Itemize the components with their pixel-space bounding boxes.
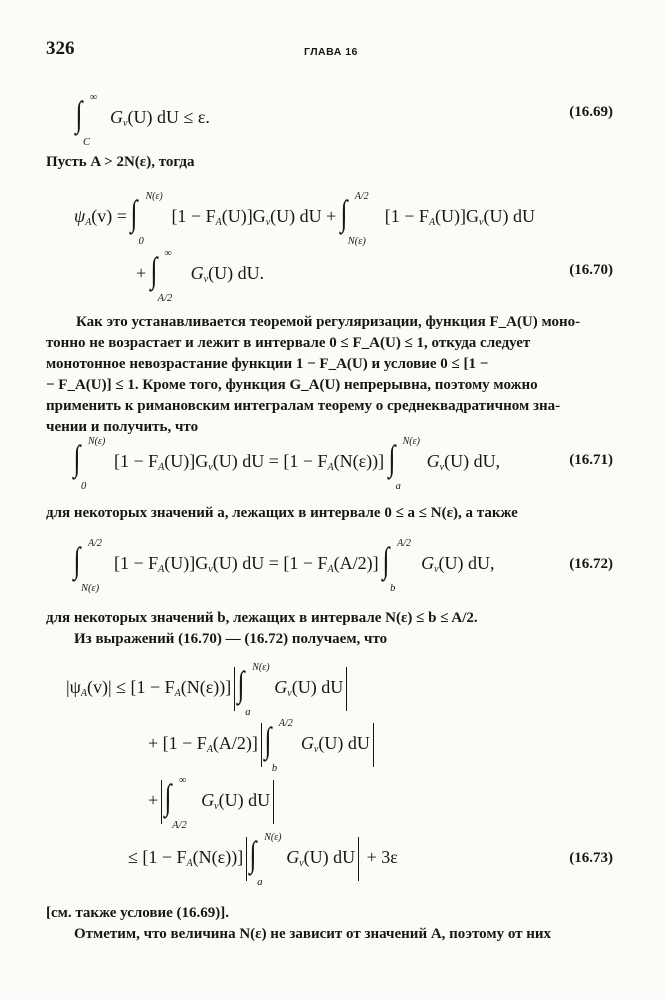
text-interval-a: для некоторых значений a, лежащих в интервале 0 ≤ a ≤ N(ε), а также — [46, 505, 518, 521]
page-number: 326 — [46, 38, 75, 59]
integral-sign: ∫ ∞ C — [75, 92, 98, 148]
text-interval-b: для некоторых значений b, лежащих в интервале N(ε) ≤ b ≤ A/2. — [46, 610, 478, 626]
text-from-expressions: Из выражений (16.70) — (16.72) получаем, что — [74, 631, 388, 647]
equation-number-16-70: (16.70) — [569, 262, 613, 278]
equation-16-73-row4: ≤ $[1 - F_A(N(\varepsilon))]$ ∫ N(ε) a $G_v(U)$ dU + 3ε — [128, 832, 398, 888]
paragraph-regularization — [46, 312, 616, 438]
equation-16-73-row1: $|\psi_A(v)| \le [1 - F_A(N(\varepsilon))]$ ∫ N(ε) a $G_v(U)$ dU — [66, 664, 350, 714]
equation-number-16-73: (16.73) — [569, 850, 613, 866]
running-head: ГЛАВА 16 — [304, 46, 358, 58]
equation-number-16-69: (16.69) — [569, 104, 613, 120]
para-line: монотонное невозрастание функции 1 − F_A(U) и условие 0 ≤ [1 − — [46, 356, 489, 372]
para-line: − F_A(U)] ≤ 1. Кроме того, функция G_A(U) непрерывна, поэтому можно — [46, 377, 538, 393]
para-line: применить к римановским интегралам теорему о среднеквадратичном зна- — [46, 398, 561, 414]
equation-number-16-72: (16.72) — [569, 556, 613, 572]
equation-16-70-line1: $\psi_A(v)$ = ∫ N(ε) 0 $[1 - F_A(U)]G_v(U)$ dU + ∫ A/2 N(ε) $[1 - F_A(U)]G_v(U)$ dU — [74, 191, 535, 247]
equation-16-70-line2: + ∫ ∞ A/2 $G_v(U)$ dU. — [136, 248, 265, 304]
para-line: чении и получить, что — [46, 419, 199, 435]
equation-16-72: ∫ A/2 N(ε) $[1 - F_A(U)]G_v(U)$ dU = $[1 - F_A(A/2)]$ ∫ A/2 b $G_v(U)$ dU, — [73, 538, 495, 594]
text-see-also: [см. также условие (16.69)]. — [46, 905, 230, 921]
text-note: Отметим, что величина N(ε) не зависит от значений A, поэтому от них — [74, 926, 552, 942]
para-line: тонно не возрастает и лежит в интервале 0 ≤ F_A(U) ≤ 1, откуда следует — [46, 335, 531, 351]
equation-16-69: ∫ ∞ C $G_v(U)$ dU ≤ ε. — [75, 92, 210, 148]
equation-16-73-row3: + ∫ ∞ A/2 $G_v(U)$ dU — [148, 777, 277, 827]
para-line: Как это устанавливается теоремой регуляризации, функция F_A(U) моно- — [76, 314, 581, 330]
equation-number-16-71: (16.71) — [569, 452, 613, 468]
equation-16-73-row2: + $[1 - F_A(A/2)]$ ∫ A/2 b $G_v(U)$ dU — [148, 720, 377, 770]
text-let-line: Пусть A > 2N(ε), тогда — [46, 154, 195, 170]
equation-16-71: ∫ N(ε) 0 $[1 - F_A(U)]G_v(U)$ dU = $[1 - F_A(N(\varepsilon))]$ ∫ N(ε) a $G_v(U)$ dU, — [73, 436, 501, 492]
